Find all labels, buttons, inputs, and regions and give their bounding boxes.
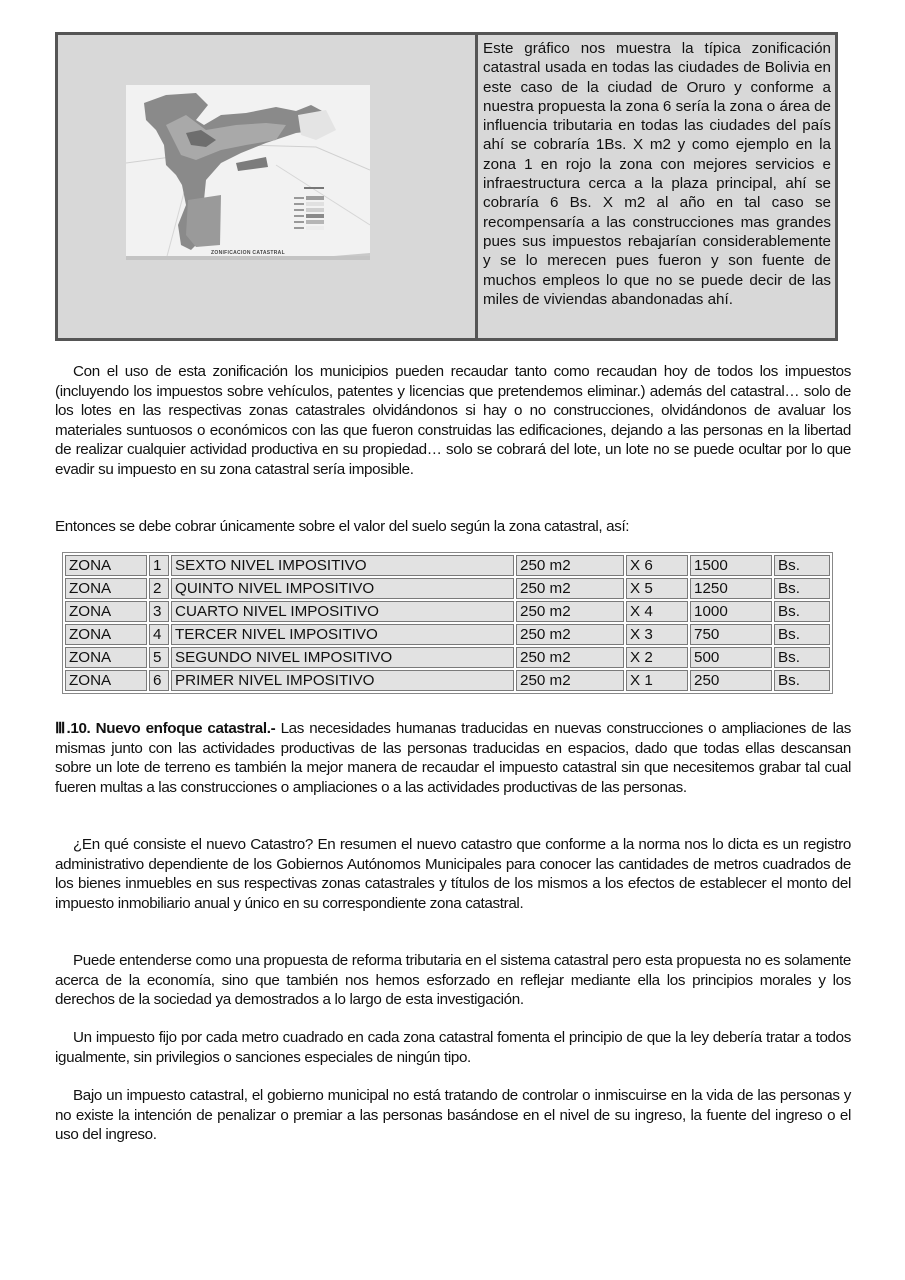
amount-cell: 1250 xyxy=(690,578,772,599)
table-row xyxy=(65,624,830,645)
table-row xyxy=(65,670,830,691)
figure-box xyxy=(55,32,838,341)
area-cell: 250 m2 xyxy=(516,647,624,668)
paragraph-zonification: Con el uso de esta zonificación los municipios pueden recaudar tanto como recaudan hoy de todos los impuestos (incluyendo los impuestos sobre vehículos, patentes y licencias que pretendemos eliminar.) además del catastral… solo de los lotes en las respectivas zonas catastrales olvidándonos si hay o no construcciones, olvidándonos de avaluar los materiales suntuosos o económicos con las que fueron construidas las edificaciones, dejando a las personas en la libertad de realizar cualquier actividad productiva en su propiedad… solo se cobrará del lote, un lote no se puede ocultar por lo que evadir su impuesto en su zona catastral sería imposible. xyxy=(55,363,851,478)
zone-label-cell: ZONA xyxy=(65,578,147,599)
table-row xyxy=(65,578,830,599)
zone-number-cell: 2 xyxy=(149,578,169,599)
zone-number-cell: 1 xyxy=(149,555,169,576)
tax-level-cell: TERCER NIVEL IMPOSITIVO xyxy=(171,624,514,645)
section-nuevo-enfoque xyxy=(55,719,851,797)
area-cell: 250 m2 xyxy=(516,578,624,599)
multiplier-cell: X 3 xyxy=(626,624,688,645)
zone-number-cell: 5 xyxy=(149,647,169,668)
zone-label-cell: ZONA xyxy=(65,624,147,645)
zone-label-cell: ZONA xyxy=(65,555,147,576)
paragraph-reforma-tributaria: Puede entenderse como una propuesta de reforma tributaria en el sistema catastral pero esta propuesta no es solamente acerca de la economía, sino que también nos hemos esforzado en reflejar mediante ella los principios morales y los derechos de la sociedad ya demostrados a lo largo de esta investigación. xyxy=(55,952,851,1009)
currency-cell: Bs. xyxy=(774,601,830,622)
zone-number-cell: 3 xyxy=(149,601,169,622)
map-caption: ZONIFICACION CATASTRAL xyxy=(211,250,285,256)
section-body: Las necesidades humanas traducidas en nuevas construcciones o ampliaciones de las mismas junto con las actividades productivas de las personas traducidas en espacios, dado que todas ellas descansan sobre un lote de terreno es también la mejor manera de recaudar el impuesto catastral sin que necesitemos grabar tal cual fueren multas a las construcciones o ampliaciones o a las actividades productivas de las personas. xyxy=(55,720,851,796)
zone-label-cell: ZONA xyxy=(65,670,147,691)
area-cell: 250 m2 xyxy=(516,624,624,645)
zone-number-cell: 6 xyxy=(149,670,169,691)
paragraph-nuevo-catastro: ¿En qué consiste el nuevo Catastro? En resumen el nuevo catastro que conforme a la norma nos lo dicta es un registro administrativo dependiente de los Gobiernos Autónomos Municipales para conocer las cantidades de metros cuadrados de los bienes inmuebles en sus respectivas zonas catastrales y títulos de los mismos a los efectos de establecer el monto del impuesto inmobiliario anual y único en su correspondiente zona catastral. xyxy=(55,836,851,912)
paragraph-impuesto-catastral: Bajo un impuesto catastral, el gobierno municipal no está tratando de controlar o inmiscuirse en la vida de las personas y no existe la intención de penalizar o premiar a las personas basándose en el nivel de su ingreso, la fuente del ingreso o el uso del ingreso. xyxy=(55,1087,851,1144)
multiplier-cell: X 6 xyxy=(626,555,688,576)
amount-cell: 1000 xyxy=(690,601,772,622)
area-cell: 250 m2 xyxy=(516,601,624,622)
tax-level-cell: SEXTO NIVEL IMPOSITIVO xyxy=(171,555,514,576)
currency-cell: Bs. xyxy=(774,555,830,576)
section-heading: Ⅲ.10. Nuevo enfoque catastral.- xyxy=(55,720,276,737)
tax-level-cell: PRIMER NIVEL IMPOSITIVO xyxy=(171,670,514,691)
tax-level-cell: SEGUNDO NIVEL IMPOSITIVO xyxy=(171,647,514,668)
currency-cell: Bs. xyxy=(774,578,830,599)
figure-description: Este gráfico nos muestra la típica zonificación catastral usada en todas las ciudades de Bolivia en este caso de la ciudad de Oruro y conforme a nuestra propuesta la zona 6 sería la zona o área de influencia tributaria en todas las ciudades del país ahí se cobraría 1Bs. X m2 y como ejemplo en la zona 1 en rojo la zona con mejores servicios e infraestructura cerca a la plaza principal, ahí se cobraría 6 Bs. X m2 al año en tal caso se recompensaría a las construcciones mas grandes pues sus impuestos rebajarían considerablemente y se lo merecen pues fueron y son fuente de muchos empleos lo que no se puede decir de las miles de viviendas abandonadas ahí. xyxy=(483,40,831,308)
multiplier-cell: X 4 xyxy=(626,601,688,622)
table-row xyxy=(65,601,830,622)
tax-level-cell: QUINTO NIVEL IMPOSITIVO xyxy=(171,578,514,599)
area-cell: 250 m2 xyxy=(516,670,624,691)
currency-cell: Bs. xyxy=(774,624,830,645)
multiplier-cell: X 5 xyxy=(626,578,688,599)
amount-cell: 250 xyxy=(690,670,772,691)
zone-label-cell: ZONA xyxy=(65,647,147,668)
multiplier-cell: X 1 xyxy=(626,670,688,691)
tax-level-cell: CUARTO NIVEL IMPOSITIVO xyxy=(171,601,514,622)
zone-tax-table xyxy=(62,552,833,694)
currency-cell: Bs. xyxy=(774,670,830,691)
zone-label-cell: ZONA xyxy=(65,601,147,622)
amount-cell: 1500 xyxy=(690,555,772,576)
figure-frame xyxy=(58,35,478,338)
currency-cell: Bs. xyxy=(774,647,830,668)
amount-cell: 500 xyxy=(690,647,772,668)
paragraph-intro-table: Entonces se debe cobrar únicamente sobre el valor del suelo según la zona catastral, así: xyxy=(55,518,630,535)
area-cell: 250 m2 xyxy=(516,555,624,576)
cadastral-zoning-map-image xyxy=(126,85,370,260)
amount-cell: 750 xyxy=(690,624,772,645)
multiplier-cell: X 2 xyxy=(626,647,688,668)
zone-number-cell: 4 xyxy=(149,624,169,645)
paragraph-impuesto-fijo: Un impuesto fijo por cada metro cuadrado en cada zona catastral fomenta el principio de que la ley debería tratar a todos igualmente, sin privilegios o sanciones especiales de ningún tipo. xyxy=(55,1029,851,1066)
table-row xyxy=(65,647,830,668)
table-row xyxy=(65,555,830,576)
